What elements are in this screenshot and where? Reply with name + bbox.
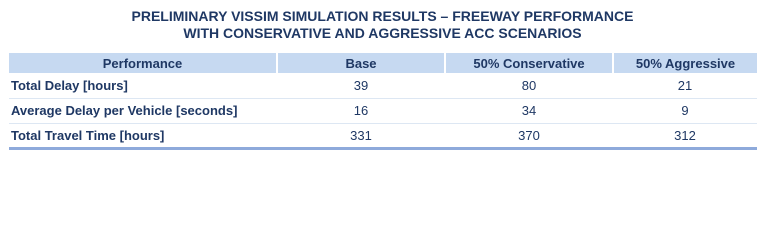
row-label-total-delay: Total Delay [hours] — [11, 77, 128, 93]
row-label-total-travel-time: Total Travel Time [hours] — [11, 127, 165, 143]
header-50-aggressive: 50% Aggressive — [613, 53, 757, 73]
table-row — [9, 98, 757, 123]
cell-value: 16 — [353, 103, 369, 118]
header-base: Base — [277, 53, 445, 73]
cell-value: 21 — [677, 77, 693, 93]
header-50-conservative: 50% Conservative — [445, 53, 613, 73]
table-title-line-2: WITH CONSERVATIVE AND AGGRESSIVE ACC SCENARIOS — [183, 25, 582, 41]
cell-value: 34 — [521, 103, 537, 118]
cell-value: 312 — [674, 127, 696, 143]
header-performance: Performance — [9, 53, 277, 73]
table-body — [9, 73, 757, 148]
cell-value: 370 — [518, 127, 540, 143]
row-label-average-delay: Average Delay per Vehicle [seconds] — [11, 103, 238, 118]
table-title — [0, 8, 765, 42]
cell-value: 331 — [350, 127, 372, 143]
cell-value: 80 — [521, 77, 537, 93]
table-title-line-1: PRELIMINARY VISSIM SIMULATION RESULTS – FREEWAY PERFORMANCE — [131, 8, 634, 24]
results-table — [9, 53, 757, 150]
table-row — [9, 123, 757, 148]
cell-value: 9 — [681, 103, 689, 118]
header-row — [9, 53, 757, 73]
table-row — [9, 73, 757, 98]
table-header — [9, 53, 757, 73]
cell-value: 39 — [353, 77, 369, 93]
